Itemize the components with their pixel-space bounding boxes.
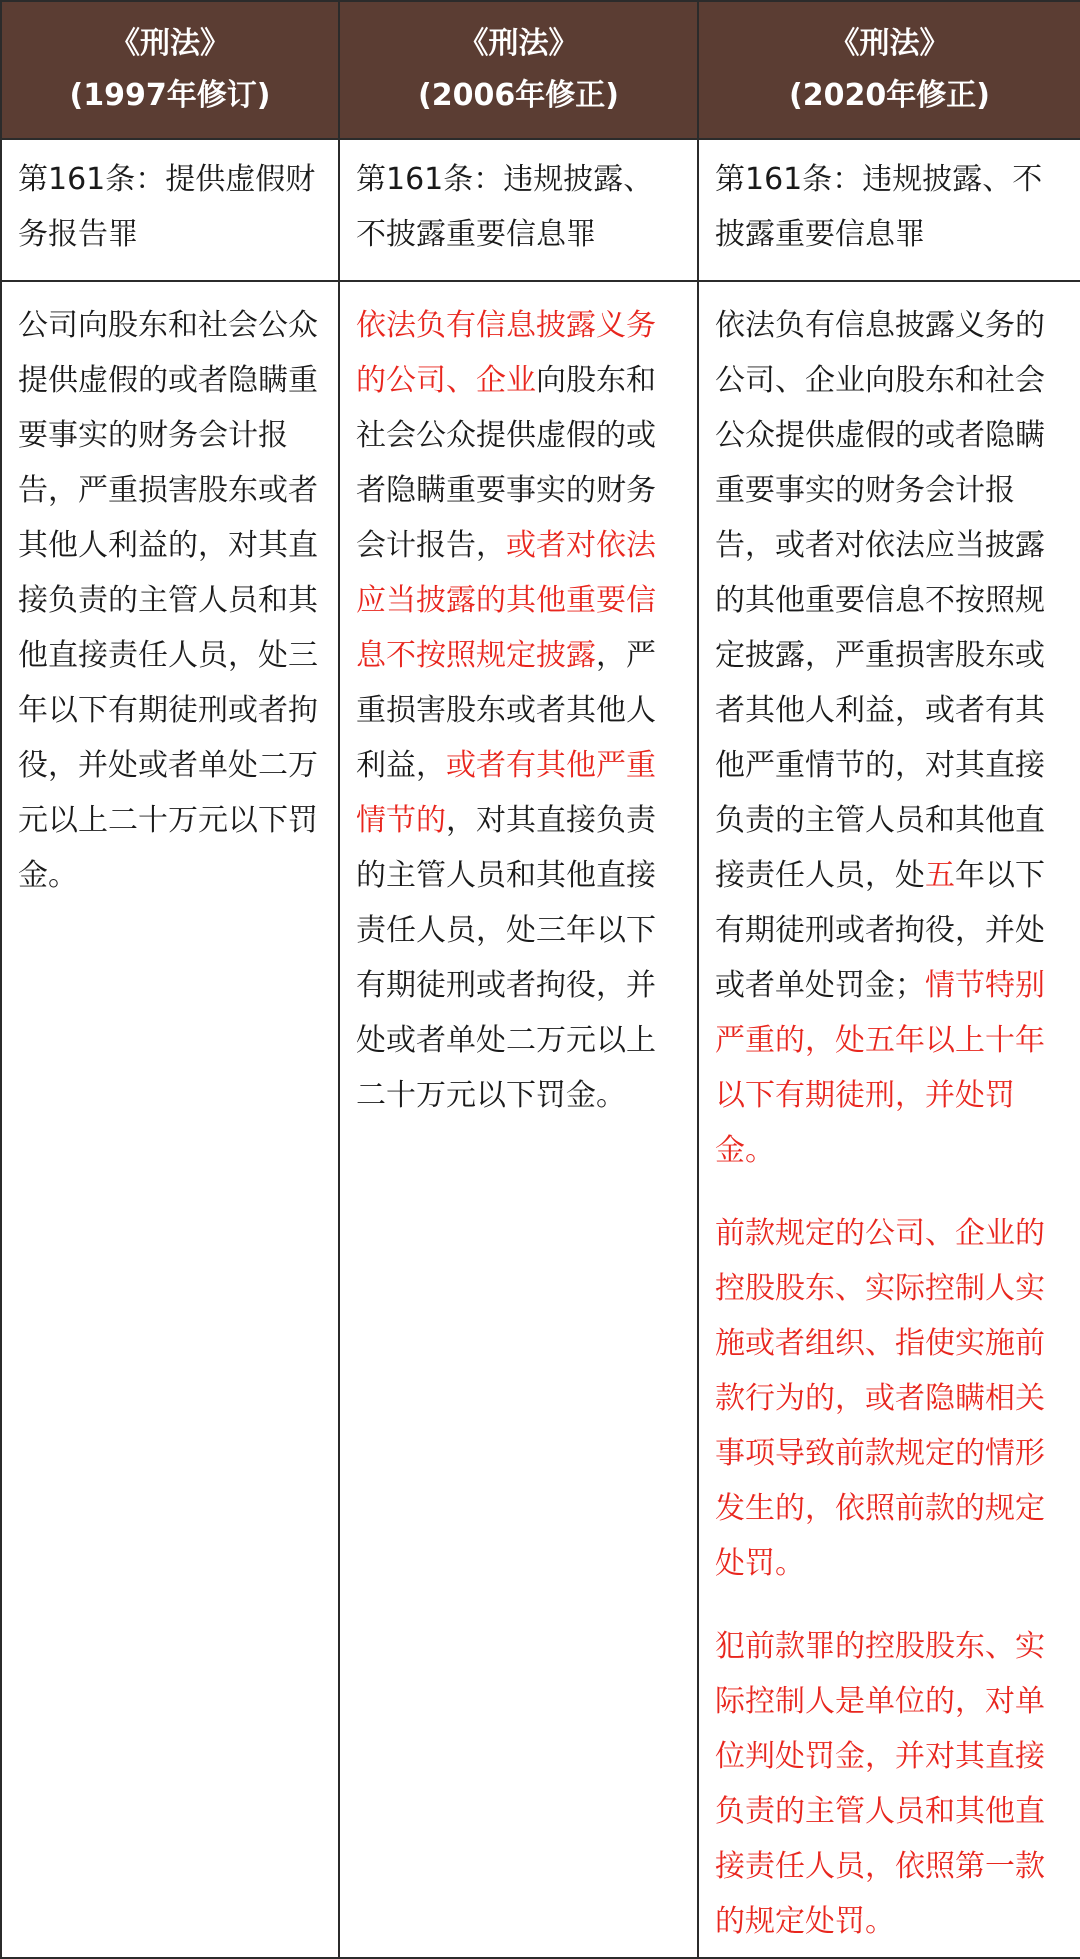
header-2006: [339, 1, 698, 139]
amended-text: 情节特别严重的，处五年以上十年以下有期徒刑，并处罚金。: [715, 968, 1045, 1168]
article-paragraph: [356, 298, 683, 1123]
article-text-2020: [698, 281, 1080, 1958]
article-text-1997: [1, 281, 339, 1958]
amended-text: 或者有其他严重情节的: [356, 748, 656, 838]
original-text: 依法负有信息披露义务的公司、企业向股东和社会公众提供虚假的或者隐瞒重要事实的财务会计报告，或者对依法应当披露的其他重要信息不按照规定披露，严重损害股东或者其他人利益，或者有其他严重情节的，对其直接负责的主管人员和其他直接责任人员，处: [715, 308, 1045, 893]
article-text-2006: [339, 281, 698, 1958]
amended-text: 犯前款罪的控股股东、实际控制人是单位的，对单位判处罚金，并对其直接负责的主管人员和其他直接责任人员，依照第一款的规定处罚。: [715, 1629, 1045, 1939]
article-title-1997: 第161条：提供虚假财务报告罪: [1, 139, 339, 281]
header-2020: [698, 1, 1080, 139]
article-paragraph: [715, 1619, 1066, 1949]
original-text: ，严重损害股东或者其他人利益，: [356, 638, 656, 783]
article-title-2006: 第161条：违规披露、不披露重要信息罪: [339, 139, 698, 281]
original-text: 向股东和社会公众提供虚假的或者隐瞒重要事实的财务会计报告，: [356, 363, 656, 563]
header-title: 《刑法》: [110, 26, 230, 61]
original-text: ，对其直接负责的主管人员和其他直接责任人员，处三年以下有期徒刑或者拘役，并处或者单处二万元以上二十万元以下罚金。: [356, 803, 656, 1113]
header-1997: [1, 1, 339, 139]
amended-text: 五: [925, 858, 955, 893]
header-edition: (1997年修订): [69, 78, 271, 113]
article-paragraph: [715, 1206, 1066, 1591]
header-title: 《刑法》: [829, 26, 950, 61]
original-text: 年以下有期徒刑或者拘役，并处或者单处罚金；: [715, 858, 1045, 1003]
article-title-2020: 第161条：违规披露、不披露重要信息罪: [698, 139, 1080, 281]
header-edition: (2006年修正): [418, 78, 619, 113]
article-body-row: [1, 281, 1080, 1958]
amended-text: 或者对依法应当披露的其他重要信息不按照规定披露: [356, 528, 656, 673]
article-paragraph: [18, 298, 324, 903]
header-row: [1, 1, 1080, 139]
header-edition: (2020年修正): [789, 78, 990, 113]
article-paragraph: [715, 298, 1066, 1178]
article-title-row: [1, 139, 1080, 281]
amended-text: 依法负有信息披露义务的公司、企业: [356, 308, 656, 398]
amended-text: 前款规定的公司、企业的控股股东、实际控制人实施或者组织、指使实施前款行为的，或者隐瞒相关事项导致前款规定的情形发生的，依照前款的规定处罚。: [715, 1216, 1045, 1581]
header-title: 《刑法》: [458, 26, 579, 61]
original-text: 公司向股东和社会公众提供虚假的或者隐瞒重要事实的财务会计报告，严重损害股东或者其他人利益的，对其直接负责的主管人员和其他直接责任人员，处三年以下有期徒刑或者拘役，并处或者单处二万元以上二十万元以下罚金。: [18, 308, 318, 893]
